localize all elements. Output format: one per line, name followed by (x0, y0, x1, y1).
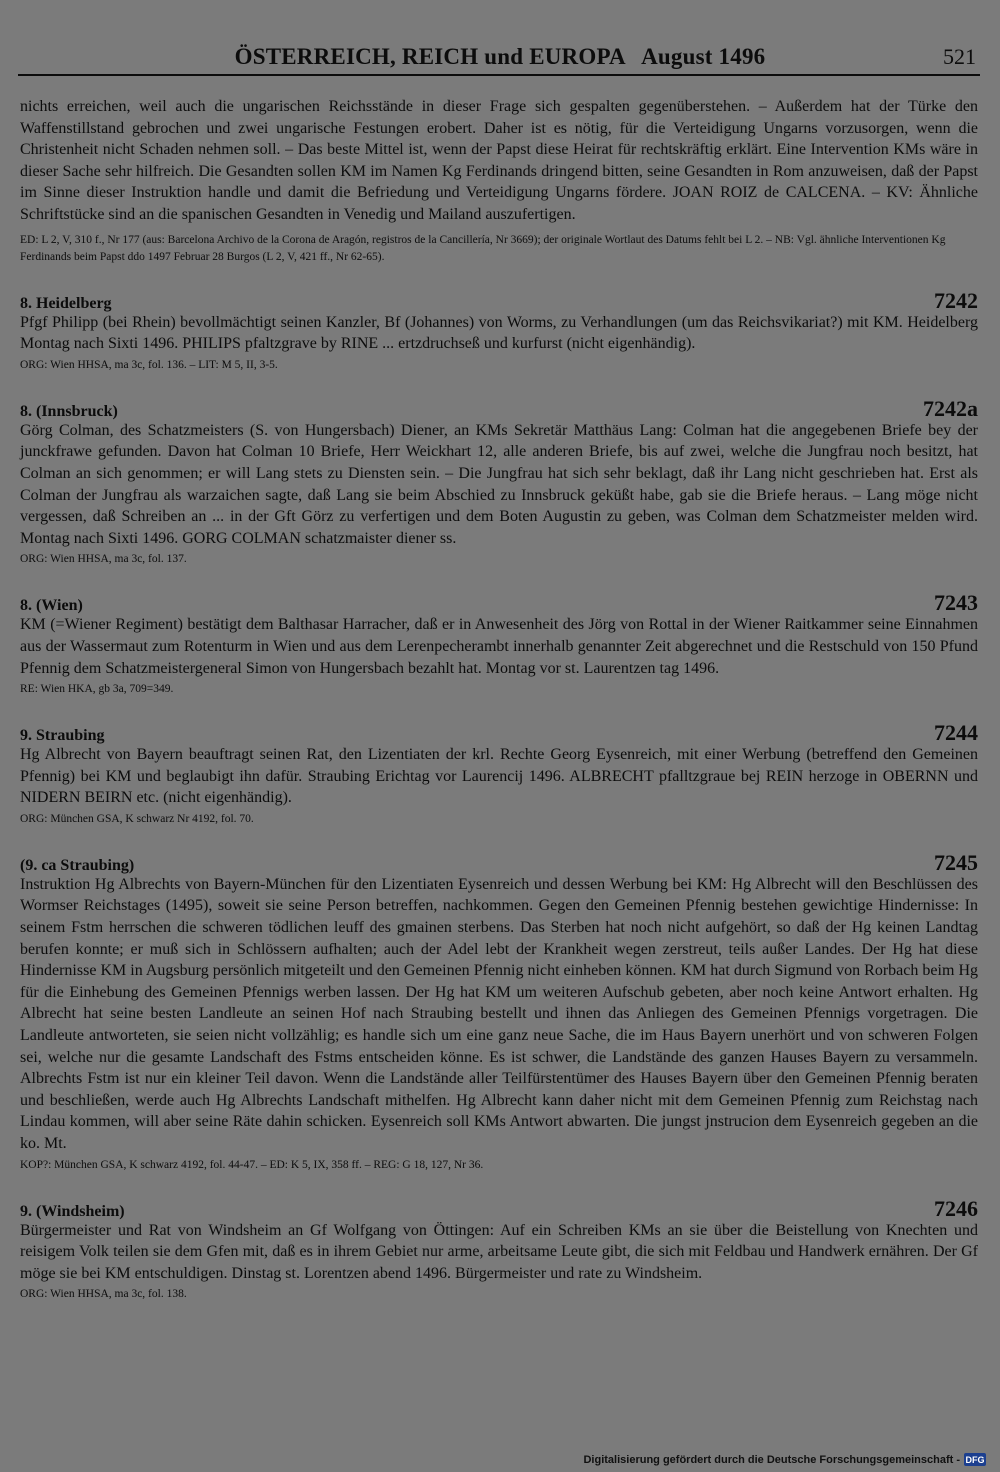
page-body (20, 96, 978, 1303)
entry-7242a (20, 396, 978, 569)
entry-number: 7242a (923, 395, 978, 421)
entry-head (20, 288, 978, 312)
entry-head (20, 720, 978, 744)
entry-number: 7242 (934, 287, 978, 313)
entry-place: 9. (Windsheim) (20, 1202, 125, 1220)
entry-reference: ORG: Wien HHSA, ma 3c, fol. 138. (20, 1288, 187, 1301)
entry-number: 7246 (934, 1195, 978, 1221)
intro-paragraph: nichts erreichen, weil auch die ungarischen Reichsstände in dieser Frage sich gespalten gegenüberstehen. – Außerdem hat der Türke den Waffenstillstand gebrochen und zwei ungarische Festungen erobert. Daher ist es nötig, für die Verteidigung Ungarns vorzusorgen, wenn die Christenheit nicht Schaden nehmen soll. – Das beste Mittel ist, wenn der Papst diese Heirat für rechtskräftig erklärt. Eine Intervention KMs wäre in dieser Sache sehr hilfreich. Die Gesandten sollen KM im Namen Kg Ferdinands dringend bitten, seine Gesandten in Rom anzuweisen, daß der Papst im Sinne dieser Instruktion handle und damit die Befriedung und Verteidigung Ungarns fördere. JOAN ROIZ de CALCENA. – KV: Ähnliche Schriftstücke sind an die spanischen Gesandten in Venedig und Mailand auszufertigen. (20, 98, 978, 223)
entry-7243 (20, 590, 978, 698)
entry-text: Pfgf Philipp (bei Rhein) bevollmächtigt seinen Kanzler, Bf (Johannes) von Worms, zu Verhandlungen (um das Reichsvikariat?) mit KM. Heidelberg Montag nach Sixti 1496. PHILIPS pfaltzgrave by RINE ... ertzdruchseß und kurfurst (nicht eigenhändig). (20, 313, 978, 353)
intro-note: ED: L 2, V, 310 f., Nr 177 (aus: Barcelona Archivo de la Corona de Aragón, registros de la Cancillería, Nr 3669); der originale Wortlaut des Datums fehlt bei L 2. – NB: Vgl. ähnliche Interventionen Kg Ferdinands beim Papst ddo 1497 Februar 28 Burgos (L 2, V, 421 ff., Nr 62-65). (20, 233, 946, 263)
entry-text: Görg Colman, des Schatzmeisters (S. von Hungersbach) Diener, an KMs Sekretär Matthäus Lang: Colman hat die angegebenen Briefe bey der junckfrawe gefunden. Davon hat Colman 10 Briefe, Herr Weickhart 12, alle anderen Briefe, bis auf zwei, welche die Jungfrau noch besitzt, hat Colman an sich genommen; er will Lang stets zu Diensten sein. – Die Jungfrau hat sich sehr beklagt, daß ihr Lang nicht geschrieben hat. Erst als Colman der Jungfrau als warzaichen sagte, daß Lang sie beim Abschied zu Innsbruck geküßt habe, gab sie die Briefe heraus. – Lang möge nicht vergessen, daß Schreiben an ... in der Gft Görz zu verfertigen und dem Boten Augustin zu geben, was Colman dem Schatzmeister melden wird. Montag nach Sixti 1496. GORG COLMAN schatzmaister diener ss. (20, 421, 978, 547)
entry-text: Bürgermeister und Rat von Windsheim an Gf Wolfgang von Öttingen: Auf ein Schreiben KMs an sie über die Beistellung von Knechten und reisigem Volk teilen sie dem Gfen mit, daß es in ihrem Gebiet nur arme, arbeitsame Leute gibt, die sich mit Feldbau und Handwerk ernähren. Der Gf möge sie bei KM entschuldigen. Dinstag st. Lorentzen abend 1496. Bürgermeister und rate zu Windsheim. (20, 1221, 978, 1282)
page-number: 521 (943, 44, 976, 69)
entry-place: 9. Straubing (20, 727, 105, 745)
entry-place: (9. ca Straubing) (20, 856, 135, 874)
entry-place: 8. (Innsbruck) (20, 402, 118, 420)
entry-7246 (20, 1196, 978, 1304)
entry-number: 7244 (934, 720, 978, 746)
entry-text: Hg Albrecht von Bayern beauftragt seinen Rat, den Lizentiaten der krl. Rechte Georg Eysenreich, mit einer Werbung (betreffend den Gemeinen Pfennig) bei KM und beglaubigt ihn dafür. Straubing Erichtag vor Laurencij 1496. ALBRECHT pfalltzgraue bej REIN herzoge in OBERNN und NIDERN BEIRN etc. (nicht eigenhändig). (20, 746, 978, 807)
digitization-credit (583, 1453, 986, 1466)
entry-7245 (20, 850, 978, 1174)
credit-text: Digitalisierung gefördert durch die Deutsche Forschungsgemeinschaft - (583, 1453, 960, 1466)
entry-text: KM (=Wiener Regiment) bestätigt dem Balthasar Harracher, daß er in Anwesenheit des Jörg von Rottal in der Wiener Raitkammer seine Einnahmen aus der Wassermaut zum Rotenturm in Wien und aus dem Lerenpecherambt innerhalb genannter Zeit abgerechnet und die Restschuld von 150 Pfund Pfennig dem Schatzmeistergeneral Simon von Hungersbach bezahlt hat. Montag vor st. Laurentzen tag 1496. (20, 616, 978, 677)
entry-7242 (20, 288, 978, 374)
entry-reference: ORG: Wien HHSA, ma 3c, fol. 137. (20, 553, 187, 566)
entry-text: Instruktion Hg Albrechts von Bayern-München für den Lizentiaten Eysenreich und dessen Werbung bei KM: Hg Albrecht will den Beschlüssen des Wormser Reichstages (1495), soweit sie seine Person betreffen, nachkommen. Gegen den Gemeinen Pfennig bestehen gewichtige Hindernisse: In seinem Fstm herrschen die schweren tödlichen leuff des gmainen sterbens. Das Sterben hat noch nicht aufgehört, so daß der Hg keinen Landtag berufen konnte; er muß sich in Schlössern aufhalten; auch der Adel lebt der Krankheit wegen zerstreut, teils außer Landes. Der Hg hat diese Hindernisse KM in Augsburg persönlich mitgeteilt und den Gemeinen Pfennig nicht einheben können. KM hat durch Sigmund von Rorbach beim Hg für die Einhebung des Gemeinen Pfennigs werben lassen. Der Hg hat KM um weiteren Aufschub gebeten, aber noch keine Antwort erhalten. Hg Albrecht hat seine besten Landleute an seinen Hof nach Straubing bestellt und ihnen das Anliegen des Gemeinen Pfennigs vorgetragen. Die Landleute antworteten, sie seien nicht vollzählig; es handle sich um eine ganz neue Sache, die im Haus Bayern unerhört und von schweren Folgen sei, welche nur die gesamte Landschaft des Fstms entscheiden könne. Es ist schwer, die Landstände des ganzen Hauses Bayern zu versammeln. Albrechts Fstm ist nur ein kleiner Teil davon. Wenn die Landstände aller Teilfürstentümer des Hauses Bayern über den Gemeinen Pfennig beraten und beschließen, werde auch Hg Albrechts Landschaft mithelfen. Hg Albrecht kann daher nicht mit dem Gemeinen Pfennig zum Reichstag nach Lindau kommen, will aber seine Räte dahin schicken. Eysenreich soll KMs Antwort abwarten. Die jungst jnstrucion dem Eysenreich gegeben an die ko. Mt. (20, 875, 978, 1152)
dfg-logo-icon: DFG (965, 1454, 985, 1465)
entry-reference: ORG: Wien HHSA, ma 3c, fol. 136. – LIT: M 5, II, 3-5. (20, 358, 278, 371)
entry-place: 8. (Wien) (20, 597, 83, 615)
entry-number: 7243 (934, 590, 978, 616)
entry-reference: KOP?: München GSA, K schwarz 4192, fol. 44-47. – ED: K 5, IX, 358 ff. – REG: G 18, 127, Nr 36. (20, 1158, 484, 1171)
entry-head (20, 590, 978, 614)
page-header (0, 44, 1000, 80)
entry-place: 8. Heidelberg (20, 294, 112, 312)
entry-head (20, 396, 978, 420)
entry-7244 (20, 720, 978, 828)
entry-number: 7245 (934, 849, 978, 875)
entry-reference: ORG: München GSA, K schwarz Nr 4192, fol. 70. (20, 812, 254, 825)
entry-reference: RE: Wien HKA, gb 3a, 709=349. (20, 683, 174, 696)
header-rule (18, 74, 980, 76)
entry-head (20, 850, 978, 874)
running-title: ÖSTERREICH, REICH und EUROPA August 1496 (234, 44, 766, 69)
entry-head (20, 1196, 978, 1220)
